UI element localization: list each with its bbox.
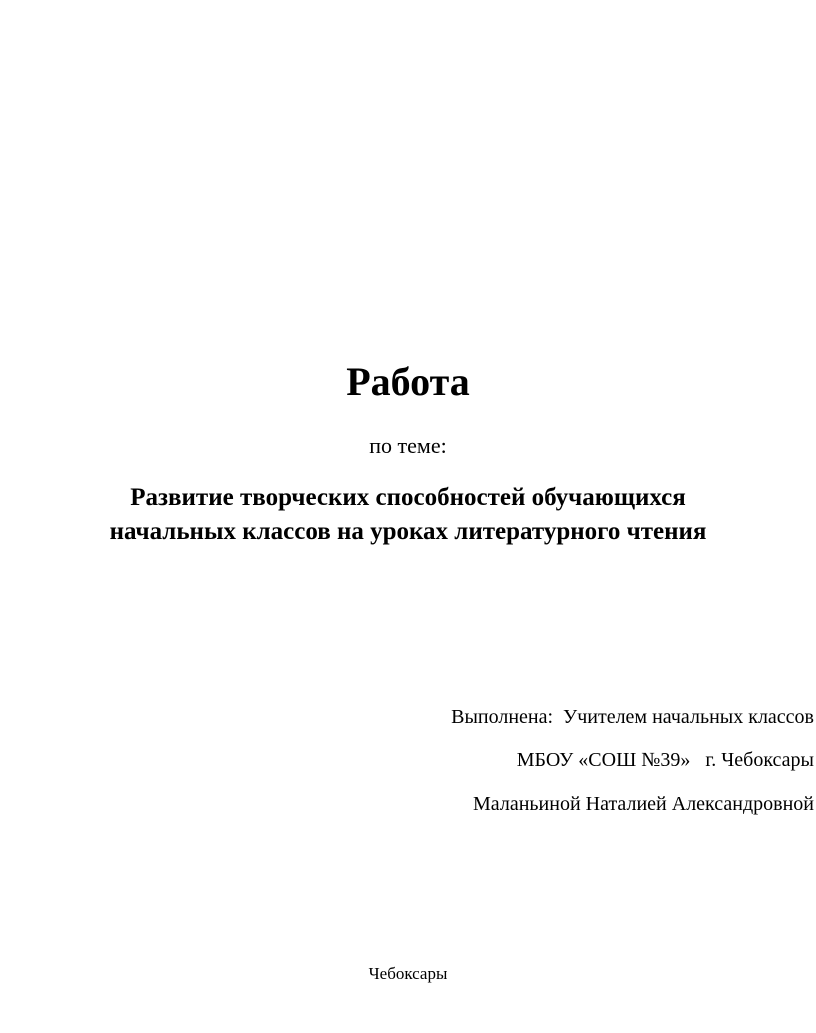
topic-line-2: начальных классов на уроках литературного чтения — [109, 518, 707, 545]
author-line-1: Выполнена: Учителем начальных классов — [451, 706, 814, 728]
topic-line-1: Развитие творческих способностей обучающихся — [130, 484, 686, 511]
document-title: Работа — [346, 359, 470, 404]
city-footer: Чебоксары — [368, 964, 448, 983]
document-topic — [0, 481, 816, 549]
document-subtitle: по теме: — [369, 433, 447, 458]
author-line-2: МБОУ «СОШ №39» г. Чебоксары — [516, 749, 814, 771]
author-line-3: Маланьиной Наталией Александровной — [473, 793, 814, 815]
